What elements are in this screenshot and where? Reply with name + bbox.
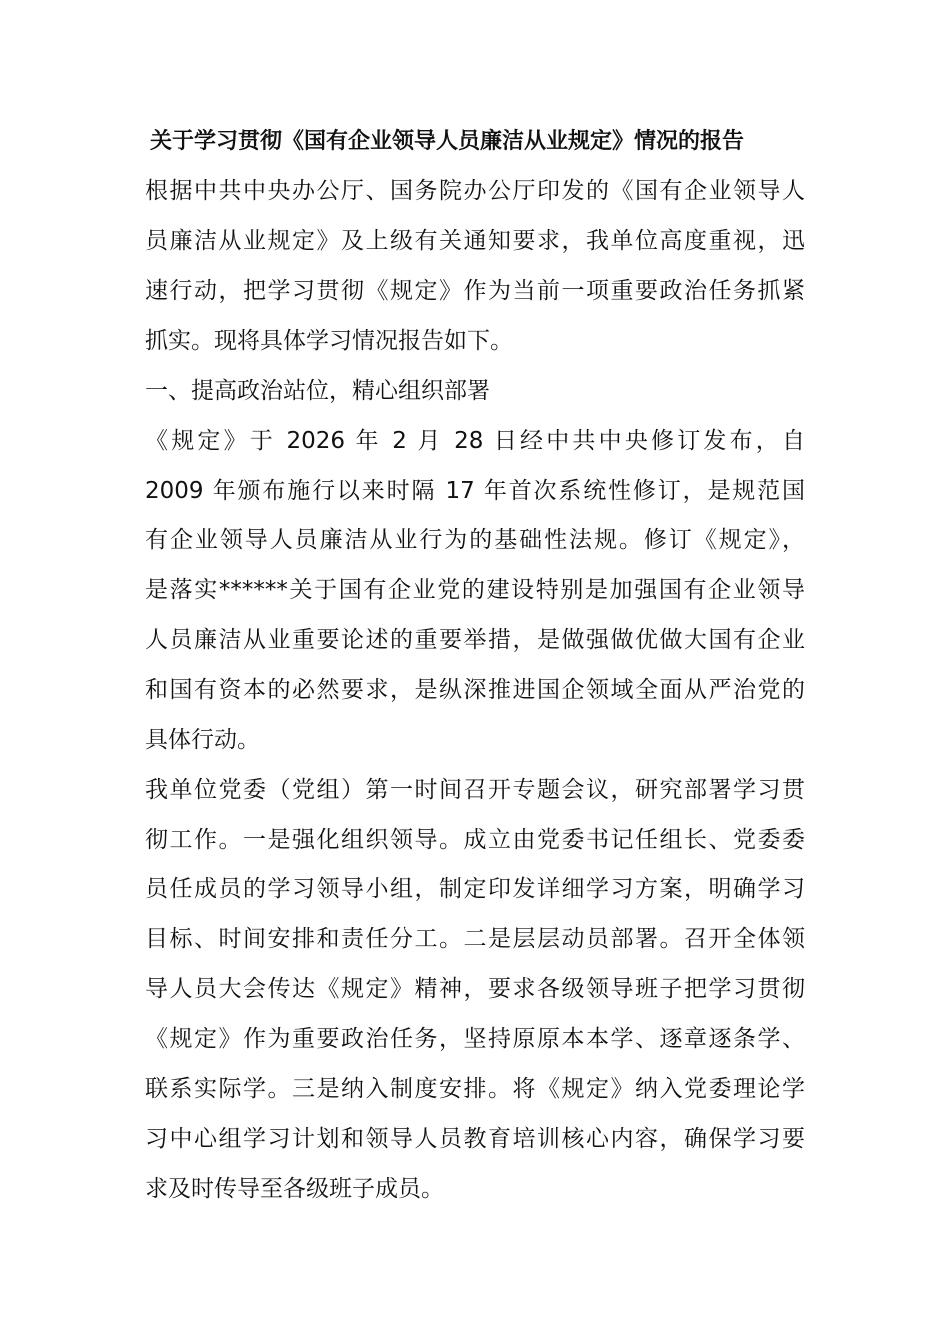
paragraph-line: 速行动，把学习贯彻《规定》作为当前一项重要政治任务抓紧: [145, 278, 805, 304]
paragraph-line: 求及时传导至各级班子成员。: [145, 1176, 444, 1202]
paragraph-line: 导人员大会传达《规定》精神，要求各级领导班子把学习贯彻: [145, 976, 805, 1002]
paragraph-line: 根据中共中央办公厅、国务院办公厅印发的《国有企业领导人: [145, 178, 805, 204]
paragraph-line: 是落实******关于国有企业党的建设特别是加强国有企业领导: [145, 577, 805, 603]
section-heading: 一、提高政治站位，精心组织部署: [145, 378, 490, 404]
paragraph-line: 2009 年颁布施行以来时隔 17 年首次系统性修订，是规范国: [145, 478, 805, 504]
paragraph-line: 员任成员的学习领导小组，制定印发详细学习方案，明确学习: [145, 876, 805, 902]
paragraph-line: 习中心组学习计划和领导人员教育培训核心内容，确保学习要: [145, 1126, 805, 1152]
paragraph-line: 我单位党委（党组）第一时间召开专题会议，研究部署学习贯: [145, 777, 805, 803]
paragraph-line: 人员廉洁从业重要论述的重要举措，是做强做优做大国有企业: [145, 627, 805, 653]
paragraph-line: 有企业领导人员廉洁从业行为的基础性法规。修订《规定》，: [145, 527, 805, 553]
paragraph-line: 目标、时间安排和责任分工。二是层层动员部署。召开全体领: [145, 926, 805, 952]
paragraph-line: 具体行动。: [145, 727, 260, 753]
paragraph-line: 《规定》作为重要政治任务，坚持原原本本学、逐章逐条学、: [145, 1026, 805, 1052]
paragraph-line: 抓实。现将具体学习情况报告如下。: [145, 328, 513, 354]
paragraph-line: 员廉洁从业规定》及上级有关通知要求，我单位高度重视，迅: [145, 228, 805, 254]
document-title: 关于学习贯彻《国有企业领导人员廉洁从业规定》情况的报告: [150, 129, 745, 154]
paragraph-line: 和国有资本的必然要求，是纵深推进国企领域全面从严治党的: [145, 677, 805, 703]
paragraph-line: 《规定》于 2026 年 2 月 28 日经中共中央修订发布，自: [145, 428, 805, 454]
paragraph-line: 联系实际学。三是纳入制度安排。将《规定》纳入党委理论学: [145, 1076, 805, 1102]
paragraph-line: 彻工作。一是强化组织领导。成立由党委书记任组长、党委委: [145, 827, 805, 853]
